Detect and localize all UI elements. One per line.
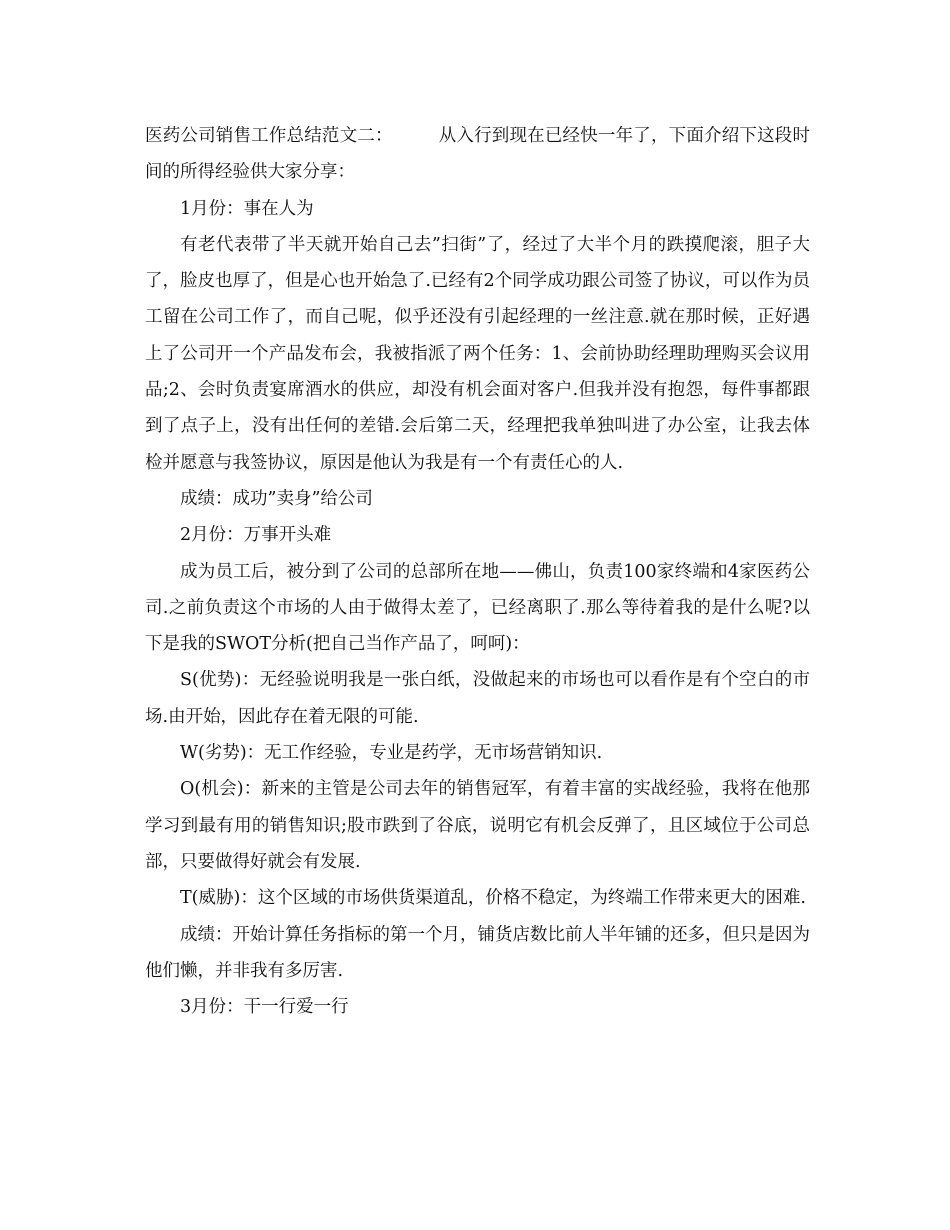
swot-opportunities: O(机会)：新来的主管是公司去年的销售冠军，有着丰富的实战经验，我将在他那学习到最有用的销售知识;股市跌到了谷底，说明它有机会反弹了，且区域位于公司总部，只要做得好就会有发展. xyxy=(145,779,810,872)
section-heading-february: 2月份：万事开头难 xyxy=(180,525,332,546)
january-paragraph: 有老代表带了半天就开始自己去”扫街”了，经过了大半个月的跌摸爬滚，胆子大了，脸皮也厚了，但是心也开始急了.已经有2个同学成功跟公司签了协议，可以作为员工留在公司工作了，而自己呢，似乎还没有引起经理的一丝注意.就在那时候，正好遇上了公司开一个产品发布会，我被指派了两个任务：1、会前协助经理助理购买会议用品;2、会时负责宴席酒水的供应，却没有机会面对客户.但我并没有抱怨，每件事都跟到了点子上，没有出任何的差错.会后第二天，经理把我单独叫进了办公室，让我去体检并愿意与我签协议，原因是他认为我是有一个有责任心的人. xyxy=(145,234,810,473)
february-result: 成绩：开始计算任务指标的第一个月，铺货店数比前人半年铺的还多，但只是因为他们懒，并非我有多厉害. xyxy=(145,924,810,981)
swot-weaknesses: W(劣势)：无工作经验，专业是药学，无市场营销知识. xyxy=(180,743,603,764)
section-heading-january: 1月份：事在人为 xyxy=(180,198,314,219)
january-result: 成绩：成功”卖身”给公司 xyxy=(180,488,373,509)
intro-paragraph: 医药公司销售工作总结范文二： 从入行到现在已经快一年了，下面介绍下这段时间的所得经验供大家分享： xyxy=(145,126,810,183)
document-body xyxy=(145,118,810,1025)
february-paragraph: 成为员工后，被分到了公司的总部所在地——佛山，负责100家终端和4家医药公司.之前负责这个市场的人由于做得太差了，已经离职了.那么等待着我的是什么呢?以下是我的SWOT分析(把自己当作产品了，呵呵)： xyxy=(145,561,810,655)
swot-strengths: S(优势)：无经验说明我是一张白纸，没做起来的市场也可以看作是有个空白的市场.由开始，因此存在着无限的可能. xyxy=(145,670,810,727)
swot-threats: T(威胁)：这个区域的市场供货渠道乱，价格不稳定，为终端工作带来更大的困难. xyxy=(180,888,806,909)
section-heading-march: 3月份：干一行爱一行 xyxy=(180,997,349,1018)
